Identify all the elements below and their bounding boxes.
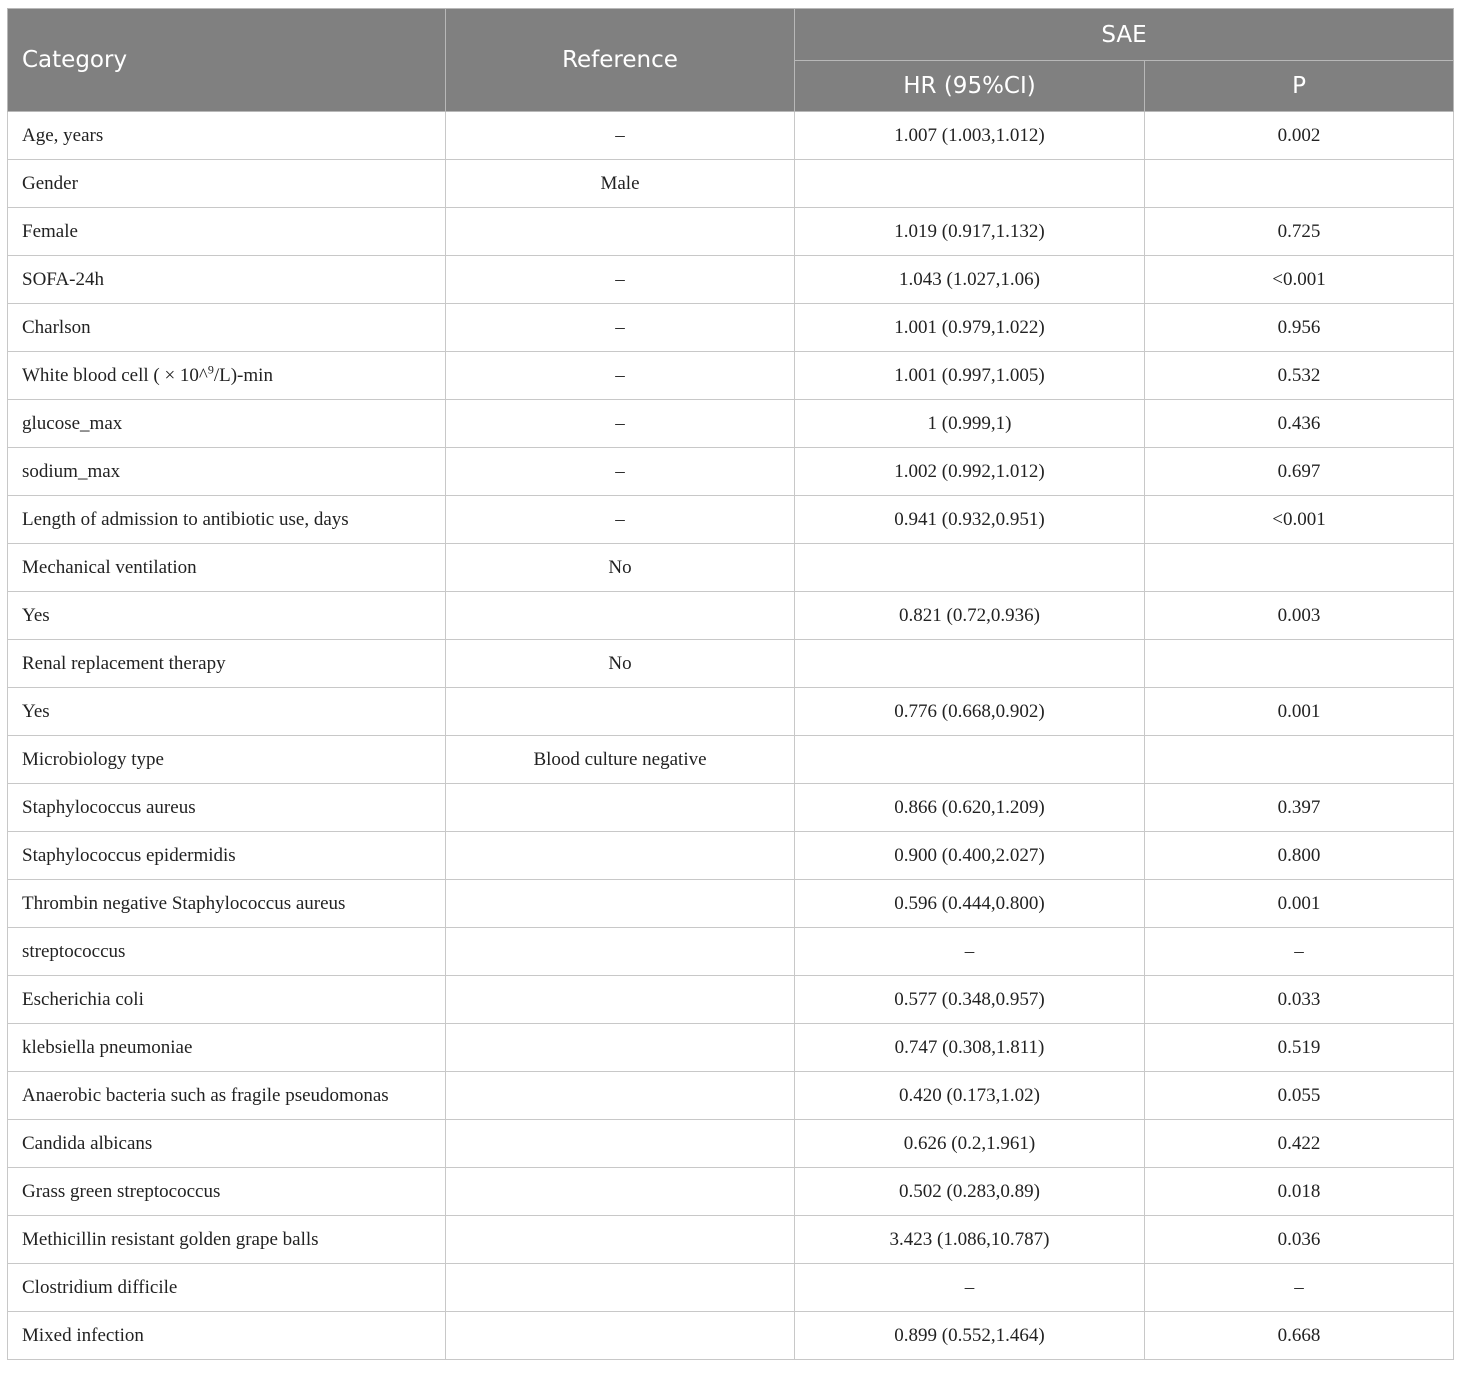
- table-row: [8, 640, 1454, 688]
- cell-hr: 0.900 (0.400,2.027): [795, 832, 1145, 880]
- cell-category: Renal replacement therapy: [8, 640, 446, 688]
- cell-p: 0.003: [1145, 592, 1454, 640]
- cell-reference: –: [446, 112, 795, 160]
- cell-p: 0.422: [1145, 1120, 1454, 1168]
- cell-hr: 1.001 (0.979,1.022): [795, 304, 1145, 352]
- table-row: [8, 1216, 1454, 1264]
- cell-hr: 3.423 (1.086,10.787): [795, 1216, 1145, 1264]
- cell-reference: [446, 1072, 795, 1120]
- table-row: [8, 1168, 1454, 1216]
- cell-hr: 1.043 (1.027,1.06): [795, 256, 1145, 304]
- table-row: [8, 544, 1454, 592]
- table-row: [8, 736, 1454, 784]
- cell-category: SOFA-24h: [8, 256, 446, 304]
- cell-hr: 0.866 (0.620,1.209): [795, 784, 1145, 832]
- cell-p: [1145, 544, 1454, 592]
- table-row: [8, 880, 1454, 928]
- cell-reference: No: [446, 640, 795, 688]
- cell-reference: [446, 832, 795, 880]
- cell-p: 0.018: [1145, 1168, 1454, 1216]
- category-superscript: 9: [207, 362, 214, 377]
- cell-category: Candida albicans: [8, 1120, 446, 1168]
- cell-category: Yes: [8, 688, 446, 736]
- cell-hr: 0.776 (0.668,0.902): [795, 688, 1145, 736]
- cell-reference: [446, 1024, 795, 1072]
- table-row: [8, 160, 1454, 208]
- table-row: [8, 1312, 1454, 1360]
- cell-p: 0.397: [1145, 784, 1454, 832]
- cell-reference: No: [446, 544, 795, 592]
- cell-p: 0.033: [1145, 976, 1454, 1024]
- cell-hr: –: [795, 928, 1145, 976]
- cell-hr: 1.007 (1.003,1.012): [795, 112, 1145, 160]
- cell-category: Staphylococcus epidermidis: [8, 832, 446, 880]
- cell-p: 0.725: [1145, 208, 1454, 256]
- cell-reference: [446, 592, 795, 640]
- cell-category: Mixed infection: [8, 1312, 446, 1360]
- cell-reference: [446, 928, 795, 976]
- cell-p: 0.956: [1145, 304, 1454, 352]
- table-row: [8, 256, 1454, 304]
- cell-hr: [795, 544, 1145, 592]
- cell-hr: 1 (0.999,1): [795, 400, 1145, 448]
- cell-reference: [446, 208, 795, 256]
- cell-p: <0.001: [1145, 496, 1454, 544]
- cell-p: [1145, 160, 1454, 208]
- cell-reference: [446, 880, 795, 928]
- cell-category: sodium_max: [8, 448, 446, 496]
- table-row: [8, 1072, 1454, 1120]
- cell-category: glucose_max: [8, 400, 446, 448]
- cell-category: Clostridium difficile: [8, 1264, 446, 1312]
- cell-reference: [446, 1312, 795, 1360]
- cell-category: Age, years: [8, 112, 446, 160]
- cell-p: –: [1145, 1264, 1454, 1312]
- cell-p: 0.532: [1145, 352, 1454, 400]
- cell-hr: [795, 640, 1145, 688]
- cell-reference: Blood culture negative: [446, 736, 795, 784]
- table-row: [8, 400, 1454, 448]
- cell-category: Length of admission to antibiotic use, days: [8, 496, 446, 544]
- cell-reference: [446, 1264, 795, 1312]
- cell-hr: 0.626 (0.2,1.961): [795, 1120, 1145, 1168]
- cell-hr: 1.002 (0.992,1.012): [795, 448, 1145, 496]
- cell-reference: –: [446, 304, 795, 352]
- cell-category: streptococcus: [8, 928, 446, 976]
- table-row: [8, 1024, 1454, 1072]
- table-row: [8, 496, 1454, 544]
- cell-category: Microbiology type: [8, 736, 446, 784]
- table-row: [8, 304, 1454, 352]
- cell-reference: –: [446, 400, 795, 448]
- cell-reference: –: [446, 448, 795, 496]
- cell-reference: –: [446, 352, 795, 400]
- header-category: Category: [8, 9, 446, 112]
- cell-p: 0.001: [1145, 880, 1454, 928]
- cell-p: 0.668: [1145, 1312, 1454, 1360]
- table-header: [8, 9, 1454, 112]
- cell-category: Anaerobic bacteria such as fragile pseudomonas: [8, 1072, 446, 1120]
- cell-reference: [446, 1120, 795, 1168]
- cell-category: Charlson: [8, 304, 446, 352]
- header-reference: Reference: [446, 9, 795, 112]
- cell-p: 0.519: [1145, 1024, 1454, 1072]
- cell-p: 0.697: [1145, 448, 1454, 496]
- cell-reference: Male: [446, 160, 795, 208]
- cell-hr: 1.019 (0.917,1.132): [795, 208, 1145, 256]
- cell-category: Grass green streptococcus: [8, 1168, 446, 1216]
- cell-category: Thrombin negative Staphylococcus aureus: [8, 880, 446, 928]
- table-row: [8, 688, 1454, 736]
- results-table: [7, 8, 1454, 1360]
- cell-reference: [446, 1168, 795, 1216]
- table-row: [8, 1264, 1454, 1312]
- cell-reference: –: [446, 496, 795, 544]
- table-row: [8, 592, 1454, 640]
- cell-hr: 0.577 (0.348,0.957): [795, 976, 1145, 1024]
- cell-reference: [446, 784, 795, 832]
- category-text: White blood cell ( × 10^: [22, 364, 208, 386]
- table-body: [8, 112, 1454, 1360]
- cell-category: Mechanical ventilation: [8, 544, 446, 592]
- cell-p: 0.800: [1145, 832, 1454, 880]
- cell-reference: [446, 1216, 795, 1264]
- cell-hr: 0.596 (0.444,0.800): [795, 880, 1145, 928]
- table-row: [8, 784, 1454, 832]
- cell-hr: 0.747 (0.308,1.811): [795, 1024, 1145, 1072]
- cell-hr: 0.420 (0.173,1.02): [795, 1072, 1145, 1120]
- cell-reference: –: [446, 256, 795, 304]
- header-hr: HR (95%CI): [795, 61, 1145, 112]
- cell-p: 0.436: [1145, 400, 1454, 448]
- table-row: [8, 448, 1454, 496]
- cell-hr: 1.001 (0.997,1.005): [795, 352, 1145, 400]
- cell-category: Gender: [8, 160, 446, 208]
- table-row: [8, 1120, 1454, 1168]
- cell-category: Escherichia coli: [8, 976, 446, 1024]
- cell-category: [8, 352, 446, 400]
- category-text: /L)-min: [213, 364, 273, 386]
- cell-hr: 0.899 (0.552,1.464): [795, 1312, 1145, 1360]
- cell-hr: 0.821 (0.72,0.936): [795, 592, 1145, 640]
- cell-category: Staphylococcus aureus: [8, 784, 446, 832]
- cell-p: 0.055: [1145, 1072, 1454, 1120]
- table-row: [8, 352, 1454, 400]
- cell-hr: [795, 736, 1145, 784]
- cell-p: –: [1145, 928, 1454, 976]
- cell-category: Yes: [8, 592, 446, 640]
- table-row: [8, 112, 1454, 160]
- cell-category: klebsiella pneumoniae: [8, 1024, 446, 1072]
- table-row: [8, 832, 1454, 880]
- table-row: [8, 208, 1454, 256]
- cell-p: <0.001: [1145, 256, 1454, 304]
- cell-p: [1145, 736, 1454, 784]
- table-row: [8, 976, 1454, 1024]
- cell-p: 0.036: [1145, 1216, 1454, 1264]
- cell-reference: [446, 688, 795, 736]
- cell-p: 0.002: [1145, 112, 1454, 160]
- cell-category: Female: [8, 208, 446, 256]
- cell-hr: 0.941 (0.932,0.951): [795, 496, 1145, 544]
- cell-category: Methicillin resistant golden grape balls: [8, 1216, 446, 1264]
- header-p: P: [1145, 61, 1454, 112]
- cell-hr: –: [795, 1264, 1145, 1312]
- cell-p: 0.001: [1145, 688, 1454, 736]
- table-row: [8, 928, 1454, 976]
- cell-hr: [795, 160, 1145, 208]
- cell-hr: 0.502 (0.283,0.89): [795, 1168, 1145, 1216]
- cell-reference: [446, 976, 795, 1024]
- cell-p: [1145, 640, 1454, 688]
- header-group-sae: SAE: [795, 9, 1454, 61]
